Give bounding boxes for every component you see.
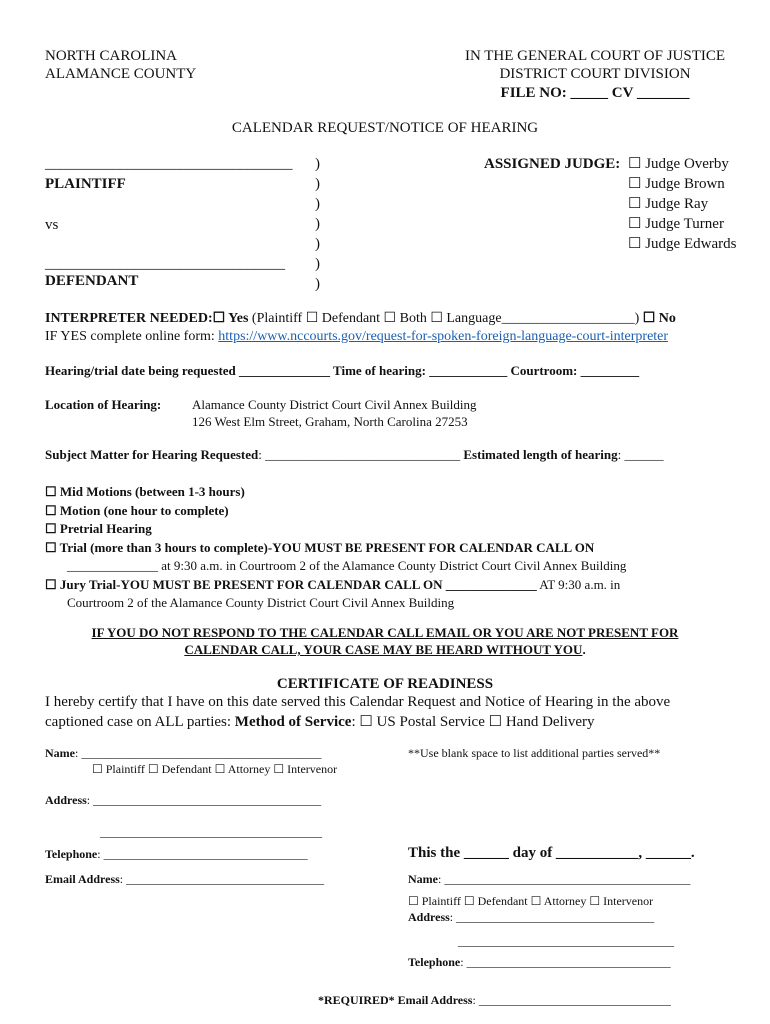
left-telephone-field[interactable]: : __________________________________: [97, 847, 308, 861]
right-role-checkboxes[interactable]: ☐ Plaintiff ☐ Defendant ☐ Attorney ☐ Intervenor: [408, 894, 654, 908]
versus-label: vs: [45, 217, 59, 233]
judge-overby-checkbox[interactable]: ☐ Judge Overby: [628, 156, 729, 172]
left-address-label: Address: [45, 793, 87, 807]
estimated-length-label: Estimated length of hearing: [463, 447, 618, 462]
left-email-field[interactable]: : _________________________________: [119, 872, 325, 886]
form-title: CALENDAR REQUEST/NOTICE OF HEARING: [231, 120, 539, 136]
subject-row: [45, 447, 663, 463]
file-number-field[interactable]: FILE NO: _____ CV _______: [500, 85, 690, 101]
method-of-service-label: Method of Service: [234, 714, 352, 730]
judge-ray-checkbox[interactable]: ☐ Judge Ray: [628, 196, 709, 212]
left-name-label: Name: [45, 746, 75, 760]
left-role-checkboxes[interactable]: ☐ Plaintiff ☐ Defendant ☐ Attorney ☐ Intervenor: [92, 762, 338, 776]
hearing-date-time-courtroom-fields[interactable]: Hearing/trial date being requested ______________ Time of hearing: ____________ Courtroom: _________: [45, 363, 640, 378]
warning-line2: CALENDAR CALL, YOUR CASE MAY BE HEARD WITHOUT YOU.: [184, 642, 586, 657]
subject-label: Subject Matter for Hearing Requested: [45, 447, 259, 462]
caption-parentheses: ) ) ) ) ) ) ): [315, 156, 320, 292]
right-email-row: [318, 993, 671, 1008]
pretrial-checkbox[interactable]: ☐ Pretrial Hearing: [45, 521, 152, 536]
right-name-field[interactable]: : _________________________________________: [438, 872, 691, 886]
left-address-row: [45, 793, 321, 808]
right-email-field[interactable]: : ________________________________: [472, 993, 671, 1007]
interpreter-online-row: [45, 329, 668, 345]
trial-date-field[interactable]: ______________ at 9:30 a.m. in Courtroom 2 of the Alamance County District Court Civil Annex Building: [67, 558, 627, 573]
jury-trial-checkbox[interactable]: ☐ Jury Trial-YOU MUST BE PRESENT FOR CALENDAR CALL ON ______________: [45, 576, 537, 592]
state-name: NORTH CAROLINA: [45, 48, 178, 64]
location-line2: 126 West Elm Street, Graham, North Carolina 27253: [192, 414, 468, 429]
interpreter-no-checkbox[interactable]: ☐ No: [642, 311, 676, 326]
left-email-row: [45, 872, 324, 887]
plaintiff-name-field[interactable]: _________________________________: [45, 156, 293, 172]
right-address-row: [408, 910, 654, 925]
jury-trial-location: Courtroom 2 of the Alamance County District Court Civil Annex Building: [67, 595, 455, 610]
judge-list: [628, 154, 736, 254]
judge-brown-checkbox[interactable]: ☐ Judge Brown: [628, 176, 725, 192]
defendant-label: DEFENDANT: [45, 273, 139, 289]
court-division: DISTRICT COURT DIVISION: [499, 66, 691, 82]
left-telephone-label: Telephone: [45, 847, 98, 861]
right-address-label: Address: [408, 910, 450, 924]
right-telephone-row: [408, 955, 671, 970]
judge-turner-checkbox[interactable]: ☐ Judge Turner: [628, 216, 724, 232]
method-of-service-checkboxes[interactable]: : ☐ US Postal Service ☐ Hand Delivery: [351, 714, 595, 730]
jury-trial-row: [45, 576, 626, 595]
left-telephone-row: [45, 847, 308, 862]
jury-trial-time: AT 9:30 a.m. in: [536, 576, 621, 592]
location-label: Location of Hearing:: [45, 397, 162, 412]
right-name-label: Name: [408, 872, 438, 886]
motion-checkbox[interactable]: ☐ Motion (one hour to complete): [45, 502, 229, 518]
subject-field[interactable]: : ______________________________: [258, 447, 464, 462]
interpreter-online-text: IF YES complete online form:: [45, 329, 219, 344]
right-name-row: [408, 872, 690, 887]
defendant-name-field[interactable]: ________________________________: [45, 256, 285, 272]
right-address-field[interactable]: : _________________________________: [449, 910, 655, 924]
hearing-type-list: [45, 483, 626, 613]
county-name: ALAMANCE COUNTY: [45, 66, 197, 82]
left-address-field[interactable]: : ______________________________________: [86, 793, 322, 807]
court-name: IN THE GENERAL COURT OF JUSTICE: [464, 48, 726, 64]
date-served-field[interactable]: This the ______ day of ___________, ______.: [408, 845, 695, 861]
certificate-title: CERTIFICATE OF READINESS: [276, 676, 494, 692]
left-address-field-2[interactable]: _____________________________________: [100, 825, 322, 839]
right-address-field-2[interactable]: ____________________________________: [458, 934, 674, 948]
location-line1: Alamance County District Court Civil Annex Building: [192, 397, 477, 412]
assigned-judge-label: ASSIGNED JUDGE:: [484, 156, 621, 172]
warning-line1: IF YOU DO NOT RESPOND TO THE CALENDAR CALL EMAIL OR YOU ARE NOT PRESENT FOR: [91, 625, 679, 640]
left-email-label: Email Address: [45, 872, 120, 886]
certificate-text-line1: I hereby certify that I have on this date served this Calendar Request and Notice of Hearing in the above: [45, 694, 671, 710]
interpreter-form-link[interactable]: https://www.nccourts.gov/request-for-spoken-foreign-language-court-interpreter: [218, 329, 669, 344]
right-telephone-label: Telephone: [408, 955, 461, 969]
right-telephone-field[interactable]: : __________________________________: [460, 955, 671, 969]
additional-parties-note: **Use blank space to list additional parties served**: [408, 746, 661, 760]
estimated-length-field[interactable]: : ______: [617, 447, 664, 462]
trial-checkbox[interactable]: ☐ Trial (more than 3 hours to complete)-YOU MUST BE PRESENT FOR CALENDAR CALL ON: [45, 539, 595, 555]
plaintiff-label: PLAINTIFF: [45, 176, 126, 192]
judge-edwards-checkbox[interactable]: ☐ Judge Edwards: [628, 236, 737, 252]
right-email-label: *REQUIRED* Email Address: [318, 993, 473, 1007]
certificate-text-line2: captioned case on ALL parties: Method of Service: ☐ US Postal Service ☐ Hand Delivery: [45, 714, 595, 730]
interpreter-label: INTERPRETER NEEDED:: [45, 311, 213, 326]
left-name-field[interactable]: : ________________________________________: [75, 746, 322, 760]
mid-motions-checkbox[interactable]: ☐ Mid Motions (between 1-3 hours): [45, 484, 245, 499]
interpreter-details[interactable]: (Plaintiff ☐ Defendant ☐ Both ☐ Language___________________): [248, 311, 643, 326]
left-name-row: [45, 746, 321, 761]
interpreter-row: [45, 310, 676, 327]
interpreter-yes-checkbox[interactable]: ☐ Yes: [212, 311, 249, 326]
